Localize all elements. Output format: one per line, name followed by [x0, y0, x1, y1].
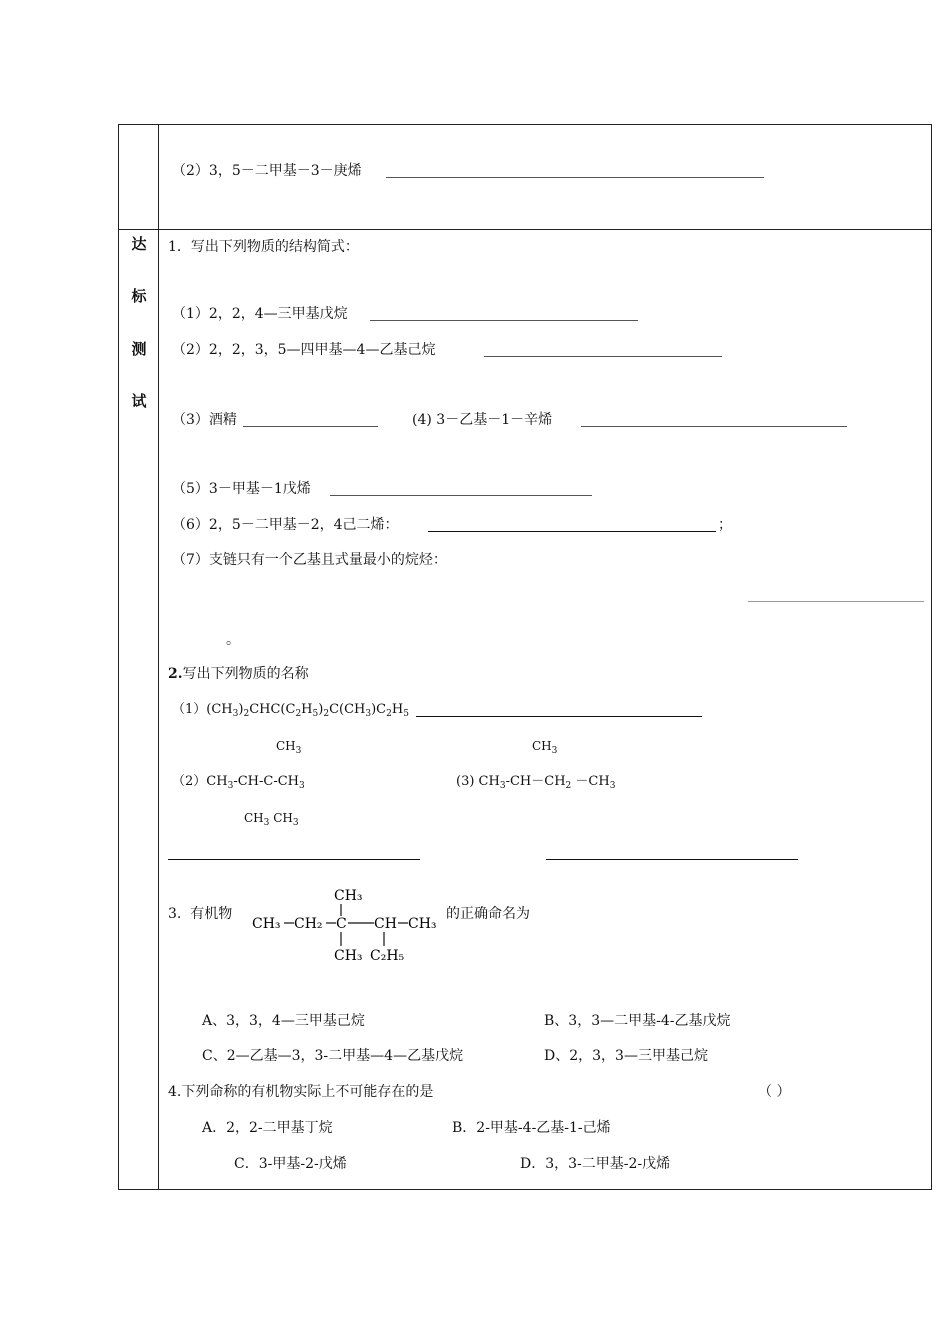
structure-chain-atom: CH₃ [408, 916, 437, 932]
q1-item-6-end: ； [718, 517, 732, 533]
q2-item-3-top-branch: $CH_3$ [532, 739, 558, 756]
structure-bottom-methyl: CH₃ [334, 948, 363, 964]
side-label-char: 测 [131, 340, 147, 358]
q1-item-7-end: 。 [226, 632, 240, 648]
q2-item-2-top-branch: $CH_3$ [276, 739, 302, 756]
q4-option-a[interactable]: A．2，2-二甲基丁烷 [202, 1120, 333, 1136]
answer-blank[interactable] [370, 320, 638, 321]
q2-item-2-bottom-branches: $CH_3$ $CH_3$ [244, 811, 299, 828]
q1-item-2: （2）2，2，3，5—四甲基—4—乙基己烷 [172, 342, 436, 358]
q4-answer-bracket[interactable]: （ ） [758, 1084, 791, 1100]
q1-title: 1．写出下列物质的结构简式： [168, 239, 359, 255]
q3-tail: 的正确命名为 [446, 906, 530, 922]
answer-blank[interactable] [484, 356, 722, 357]
answer-blank[interactable] [168, 859, 420, 860]
q2-title: 2.写出下列物质的名称 [168, 666, 309, 682]
q1-item-1: （1）2，2，4—三甲基戊烷 [172, 306, 348, 322]
side-label-char: 达 [131, 235, 147, 253]
answer-blank[interactable] [581, 426, 847, 427]
top-item-2: （2）3，5－二甲基－3－庚烯 [172, 163, 362, 179]
q3-option-c[interactable]: C、2—乙基—3，3-二甲基—4—乙基戊烷 [202, 1048, 464, 1064]
answer-blank[interactable] [243, 426, 378, 427]
answer-blank[interactable] [330, 495, 592, 496]
q1-item-6: （6）2，5－二甲基－2，4己二烯： [172, 517, 399, 533]
q1-item-4: (4) 3－乙基－1－辛烯 [412, 412, 553, 428]
q2-item-1: $(1)(CH_3)_2CHC(C_2H_5)_2C(CH_3)C_2H_5$ [172, 702, 409, 719]
q1-item-3: （3）酒精 [172, 412, 237, 428]
q2-item-3-main-chain: (3) $CH_3-CH-CH_2 -CH_3$ [456, 774, 616, 791]
q2-item-2-main-chain: $(2)CH_3-CH-C-CH_3$ [172, 774, 305, 791]
structure-top-methyl: CH₃ [334, 888, 363, 904]
structure-bottom-ethyl: C₂H₅ [370, 948, 405, 964]
column-divider [158, 124, 159, 1190]
side-label-char: 标 [131, 287, 147, 305]
q3-lead: 3. 有机物 [168, 906, 233, 922]
q1-item-7: （7）支链只有一个乙基且式量最小的烷烃： [172, 552, 447, 568]
q4-option-d[interactable]: D．3，3-二甲基-2-戊烯 [520, 1156, 671, 1172]
structure-chain-atom: CH₂ [294, 916, 323, 932]
answer-blank[interactable] [386, 177, 764, 178]
side-label-char: 试 [131, 392, 147, 410]
structure-chain-atom: CH [374, 916, 397, 932]
row-divider [118, 229, 932, 230]
answer-blank[interactable] [748, 601, 924, 602]
structure-chain-atom: C [336, 916, 347, 932]
answer-blank[interactable] [416, 716, 702, 717]
q3-option-a[interactable]: A、3，3，4—三甲基己烷 [202, 1013, 365, 1029]
answer-blank[interactable] [546, 859, 798, 860]
q3-option-d[interactable]: D、2，3，3—三甲基己烷 [544, 1048, 708, 1064]
q3-option-b[interactable]: B、3，3—二甲基-4-乙基戊烷 [544, 1013, 731, 1029]
table-frame [118, 124, 932, 1190]
answer-blank[interactable] [428, 531, 716, 532]
q3-structure-diagram [250, 882, 440, 966]
q4-option-b[interactable]: B．2-甲基-4-乙基-1-己烯 [452, 1120, 611, 1136]
q4-option-c[interactable]: C．3-甲基-2-戊烯 [234, 1156, 347, 1172]
q1-item-5: （5）3－甲基－1戊烯 [172, 481, 311, 497]
structure-chain-atom: CH₃ [252, 916, 281, 932]
q4-title: 4.下列命称的有机物实际上不可能存在的是 [168, 1084, 434, 1100]
